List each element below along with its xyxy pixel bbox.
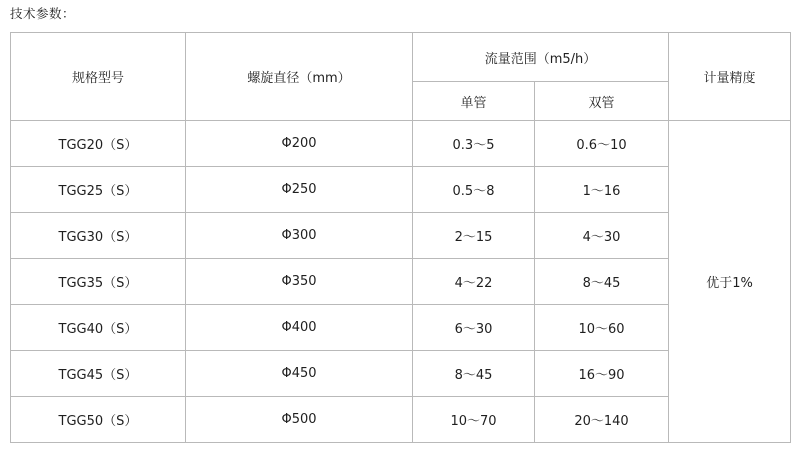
column-header-flow-range: 流量范围（m5/h） — [413, 33, 669, 82]
cell-flow-double: 0.6～10 — [535, 121, 669, 167]
cell-model: TGG35（S） — [11, 259, 186, 305]
cell-flow-single: 10～70 — [413, 397, 535, 443]
cell-model: TGG30（S） — [11, 213, 186, 259]
cell-diameter: Φ300 — [186, 213, 413, 259]
cell-diameter: Φ400 — [186, 305, 413, 351]
cell-model: TGG50（S） — [11, 397, 186, 443]
column-header-diameter: 螺旋直径（mm） — [186, 33, 413, 121]
cell-flow-single: 2～15 — [413, 213, 535, 259]
cell-model: TGG45（S） — [11, 351, 186, 397]
column-header-model: 规格型号 — [11, 33, 186, 121]
table-header — [11, 33, 791, 121]
cell-flow-double: 20～140 — [535, 397, 669, 443]
cell-flow-double: 10～60 — [535, 305, 669, 351]
cell-model: TGG25（S） — [11, 167, 186, 213]
cell-model: TGG40（S） — [11, 305, 186, 351]
cell-flow-single: 0.3～5 — [413, 121, 535, 167]
column-header-accuracy: 计量精度 — [669, 33, 791, 121]
cell-diameter: Φ250 — [186, 167, 413, 213]
cell-flow-double: 8～45 — [535, 259, 669, 305]
technical-parameters-table — [10, 32, 791, 443]
cell-flow-double: 1～16 — [535, 167, 669, 213]
cell-model: TGG20（S） — [11, 121, 186, 167]
cell-accuracy: 优于1% — [669, 121, 791, 443]
table-header-row-primary — [11, 33, 791, 82]
table-body — [11, 121, 791, 443]
cell-diameter: Φ500 — [186, 397, 413, 443]
cell-flow-single: 0.5～8 — [413, 167, 535, 213]
cell-flow-double: 4～30 — [535, 213, 669, 259]
column-header-flow-single: 单管 — [413, 82, 535, 121]
cell-diameter: Φ200 — [186, 121, 413, 167]
spec-table-container — [10, 32, 790, 443]
page-title: 技术参数： — [10, 6, 76, 21]
table-row — [11, 121, 791, 167]
cell-diameter: Φ450 — [186, 351, 413, 397]
cell-diameter: Φ350 — [186, 259, 413, 305]
cell-flow-single: 8～45 — [413, 351, 535, 397]
cell-flow-single: 4～22 — [413, 259, 535, 305]
column-header-flow-double: 双管 — [535, 82, 669, 121]
cell-flow-double: 16～90 — [535, 351, 669, 397]
cell-flow-single: 6～30 — [413, 305, 535, 351]
